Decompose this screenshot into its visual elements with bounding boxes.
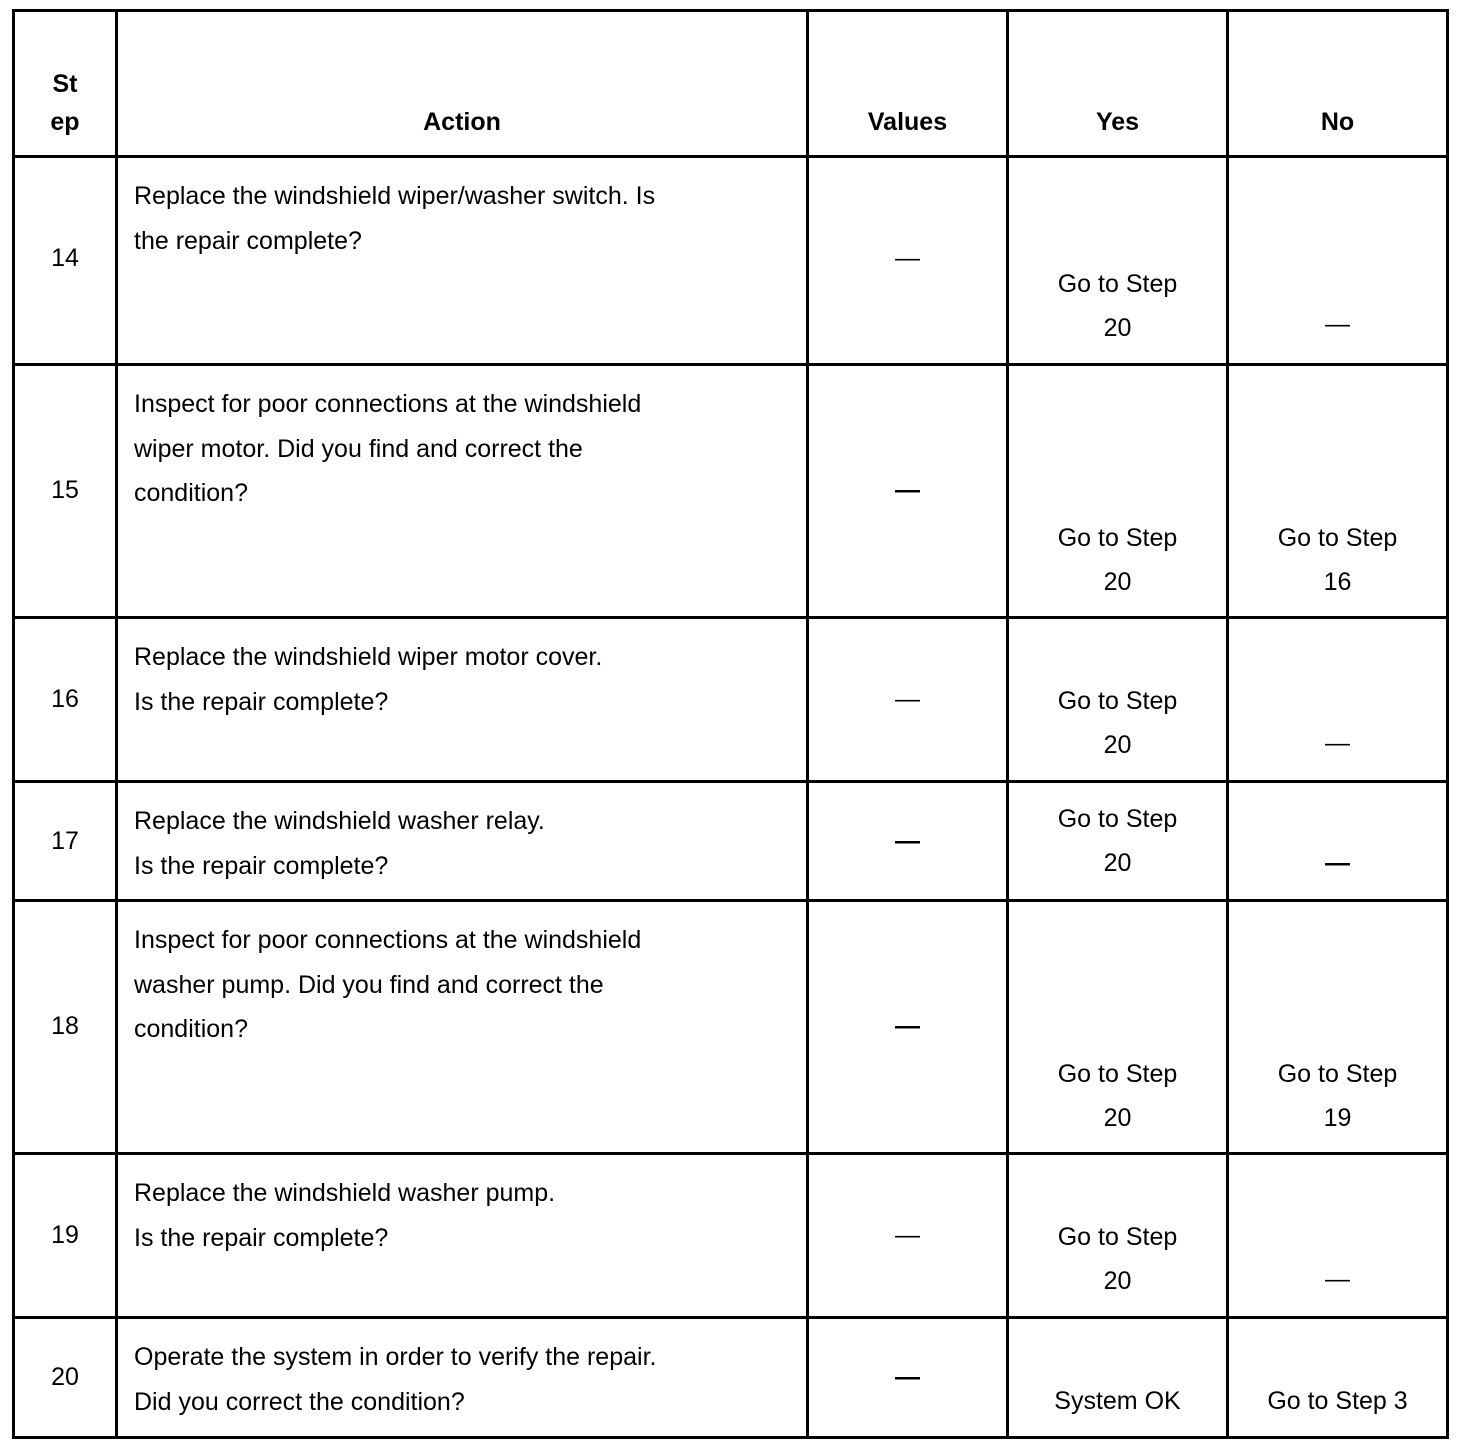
- step-cell: 18: [14, 901, 117, 1154]
- table-row: [14, 157, 1448, 365]
- values-cell: —: [808, 618, 1008, 782]
- values-cell: —: [808, 157, 1008, 365]
- action-cell: Inspect for poor connections at the windshield washer pump. Did you find and correct the condition?: [117, 901, 808, 1154]
- yes-cell: Go to Step 20: [1008, 618, 1228, 782]
- header-yes: Yes: [1008, 11, 1228, 157]
- no-cell: —: [1228, 782, 1448, 901]
- yes-cell: Go to Step 20: [1008, 782, 1228, 901]
- no-cell: —: [1228, 1154, 1448, 1318]
- action-cell: Replace the windshield washer pump. Is the repair complete?: [117, 1154, 808, 1318]
- values-cell: —: [808, 365, 1008, 618]
- no-cell: Go to Step 3: [1228, 1318, 1448, 1438]
- table-row: [14, 782, 1448, 901]
- diagnostic-table: [12, 9, 1449, 1439]
- header-values: Values: [808, 11, 1008, 157]
- step-cell: 15: [14, 365, 117, 618]
- no-cell: —: [1228, 157, 1448, 365]
- action-cell: Replace the windshield washer relay. Is the repair complete?: [117, 782, 808, 901]
- values-cell: —: [808, 901, 1008, 1154]
- table-row: [14, 1154, 1448, 1318]
- step-cell: 17: [14, 782, 117, 901]
- step-cell: 14: [14, 157, 117, 365]
- yes-cell: Go to Step 20: [1008, 365, 1228, 618]
- action-cell: Operate the system in order to verify the repair. Did you correct the condition?: [117, 1318, 808, 1438]
- no-cell: Go to Step 16: [1228, 365, 1448, 618]
- values-cell: —: [808, 782, 1008, 901]
- step-cell: 16: [14, 618, 117, 782]
- yes-cell: Go to Step 20: [1008, 901, 1228, 1154]
- values-cell: —: [808, 1154, 1008, 1318]
- step-cell: 19: [14, 1154, 117, 1318]
- yes-cell: Go to Step 20: [1008, 1154, 1228, 1318]
- header-action: Action: [117, 11, 808, 157]
- step-cell: 20: [14, 1318, 117, 1438]
- values-cell: —: [808, 1318, 1008, 1438]
- table-row: [14, 618, 1448, 782]
- yes-cell: System OK: [1008, 1318, 1228, 1438]
- action-cell: Replace the windshield wiper/washer switch. Is the repair complete?: [117, 157, 808, 365]
- no-cell: Go to Step 19: [1228, 901, 1448, 1154]
- action-cell: Inspect for poor connections at the windshield wiper motor. Did you find and correct the condition?: [117, 365, 808, 618]
- header-step: St ep: [14, 11, 117, 157]
- table-row: [14, 1318, 1448, 1438]
- table-row: [14, 901, 1448, 1154]
- no-cell: —: [1228, 618, 1448, 782]
- header-row: [14, 11, 1448, 157]
- action-cell: Replace the windshield wiper motor cover. Is the repair complete?: [117, 618, 808, 782]
- table-row: [14, 365, 1448, 618]
- header-no: No: [1228, 11, 1448, 157]
- yes-cell: Go to Step 20: [1008, 157, 1228, 365]
